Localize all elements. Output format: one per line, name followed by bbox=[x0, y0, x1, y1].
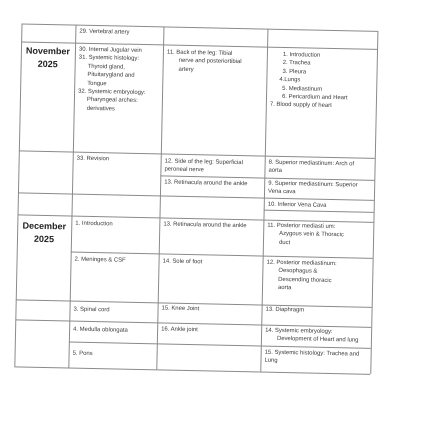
cell-retinacula-nov: 13. Retinacula around the ankle bbox=[164, 179, 248, 188]
rule-left bbox=[14, 23, 22, 366]
cell-oesophagus: 12. Posterior mediastinum: Oesophagus & Descending thoracic aorta bbox=[266, 259, 337, 292]
month-november bbox=[21, 44, 76, 71]
month-label: December bbox=[22, 220, 67, 232]
cell-meninges: 2. Meninges & CSF bbox=[74, 256, 126, 264]
cell-ankle-joint: 16. Ankle joint bbox=[161, 326, 198, 334]
cell-diaphragm: 13. Diaphragm bbox=[265, 306, 305, 314]
cell-nov-head-neck: 30. Internal Jugular vein 31. Systemic histology: Thyroid gland, Pituitarygland and Tongue 32. Systemic embryology: Pharyngeal arches: derivatives bbox=[78, 46, 146, 113]
rule-bottom bbox=[14, 366, 370, 374]
cell-sole-of-foot: 14. Sole of foot bbox=[162, 258, 203, 266]
cell-pons: 5. Pons bbox=[72, 350, 93, 358]
cell-arch-of-aorta: 8. Superior mediastinum: Arch of aorta bbox=[268, 159, 355, 175]
cell-spinal-cord: 3. Spinal cord bbox=[73, 306, 110, 314]
year-label: 2025 bbox=[33, 233, 55, 245]
cell-thorax-list: 1. Introduction 2. Trachea 3. Pleura 4.Lungs 5. Mediastinum 6. Pericardium and Heart 7. Blood supply of heart bbox=[269, 51, 348, 110]
cell-medulla: 4. Medulla oblongata bbox=[73, 326, 128, 334]
cell-retinacula-dec: 13. Retinacula around the ankle bbox=[163, 221, 247, 230]
cell-embryology-heart: 14. Systemic embryology: Development of Heart and lung bbox=[265, 327, 359, 344]
cell-superior-vena-cava: 9. Superior mediastinum: Superior Vena cava bbox=[267, 180, 358, 196]
year-label: 2025 bbox=[37, 58, 58, 70]
cell-inferior-vena-cava: 10. Inferior Vena Cava bbox=[267, 201, 327, 209]
cell-knee-joint: 15. Knee Joint bbox=[161, 305, 200, 313]
cell-azygous-vein: 11. Posterior mediasti um: Azygous vein & Thoracic duct bbox=[267, 222, 344, 246]
cell-back-of-leg: 11. Back of the leg: Tibial nerve and posteriortibial artery bbox=[166, 49, 242, 73]
cell-dec-introduction: 1. Introduction bbox=[75, 220, 113, 228]
cell-histology-trachea: 15. Systemic histology: Trachea and Lung bbox=[264, 349, 360, 365]
cell-side-of-leg: 12. Side of the leg: Superficial peroneal nerve bbox=[164, 158, 243, 174]
month-label: November bbox=[25, 45, 71, 57]
cell-vertebral-artery: 29. Vertebral artery bbox=[79, 28, 130, 36]
cell-revision: 33. Revision bbox=[76, 155, 110, 163]
month-december bbox=[17, 219, 72, 246]
